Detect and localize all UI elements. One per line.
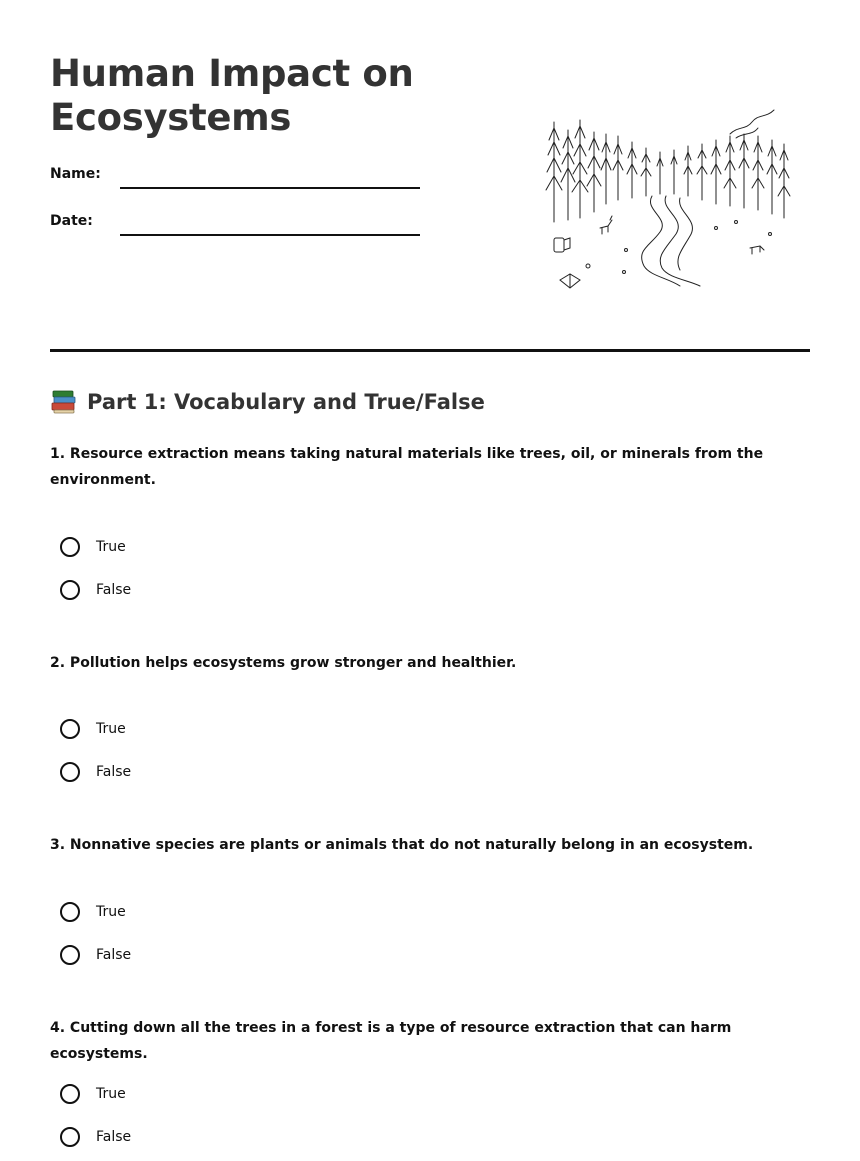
radio-button[interactable] [60,580,80,600]
question-1: 1. Resource extraction means taking natural materials like trees, oil, or minerals from the environment. [50,446,764,488]
question-1-option-true[interactable] [60,537,126,557]
section-title [50,388,485,416]
title-line-2: Ecosystems [50,96,292,139]
question-3-option-true[interactable] [60,902,126,922]
date-label: Date: [50,213,93,229]
option-label: True [96,721,126,737]
radio-button[interactable] [60,902,80,922]
question-2-option-true[interactable] [60,719,126,739]
radio-button[interactable] [60,537,80,557]
date-field[interactable] [120,234,420,236]
question-4: 4. Cutting down all the trees in a forest is a type of resource extraction that can harm ecosystems. [50,1020,732,1062]
name-label: Name: [50,166,101,182]
question-3: 3. Nonnative species are plants or animals that do not naturally belong in an ecosystem. [50,837,754,853]
option-label: True [96,1086,126,1102]
option-label: False [96,947,132,963]
option-label: False [96,764,132,780]
radio-button[interactable] [60,762,80,782]
question-3-option-false[interactable] [60,945,131,965]
option-label: True [96,539,126,555]
question-2: 2. Pollution helps ecosystems grow stronger and healthier. [50,655,517,671]
question-4-option-true[interactable] [60,1084,126,1104]
books-icon [50,388,78,416]
radio-button[interactable] [60,1127,80,1147]
question-4-option-false[interactable] [60,1127,131,1147]
page-title [50,52,414,140]
option-label: False [96,582,132,598]
radio-button[interactable] [60,719,80,739]
question-2-option-false[interactable] [60,762,131,782]
section-title-text: Part 1: Vocabulary and True/False [87,390,485,414]
title-line-1: Human Impact on [50,52,414,95]
river [642,196,700,286]
forest-river-illustration [540,100,800,305]
question-1-option-false[interactable] [60,580,131,600]
tree-line [546,120,790,222]
header-divider [50,349,810,352]
option-label: True [96,904,126,920]
radio-button[interactable] [60,1084,80,1104]
radio-button[interactable] [60,945,80,965]
smoke [730,110,774,138]
option-label: False [96,1129,132,1145]
name-field[interactable] [120,187,420,189]
